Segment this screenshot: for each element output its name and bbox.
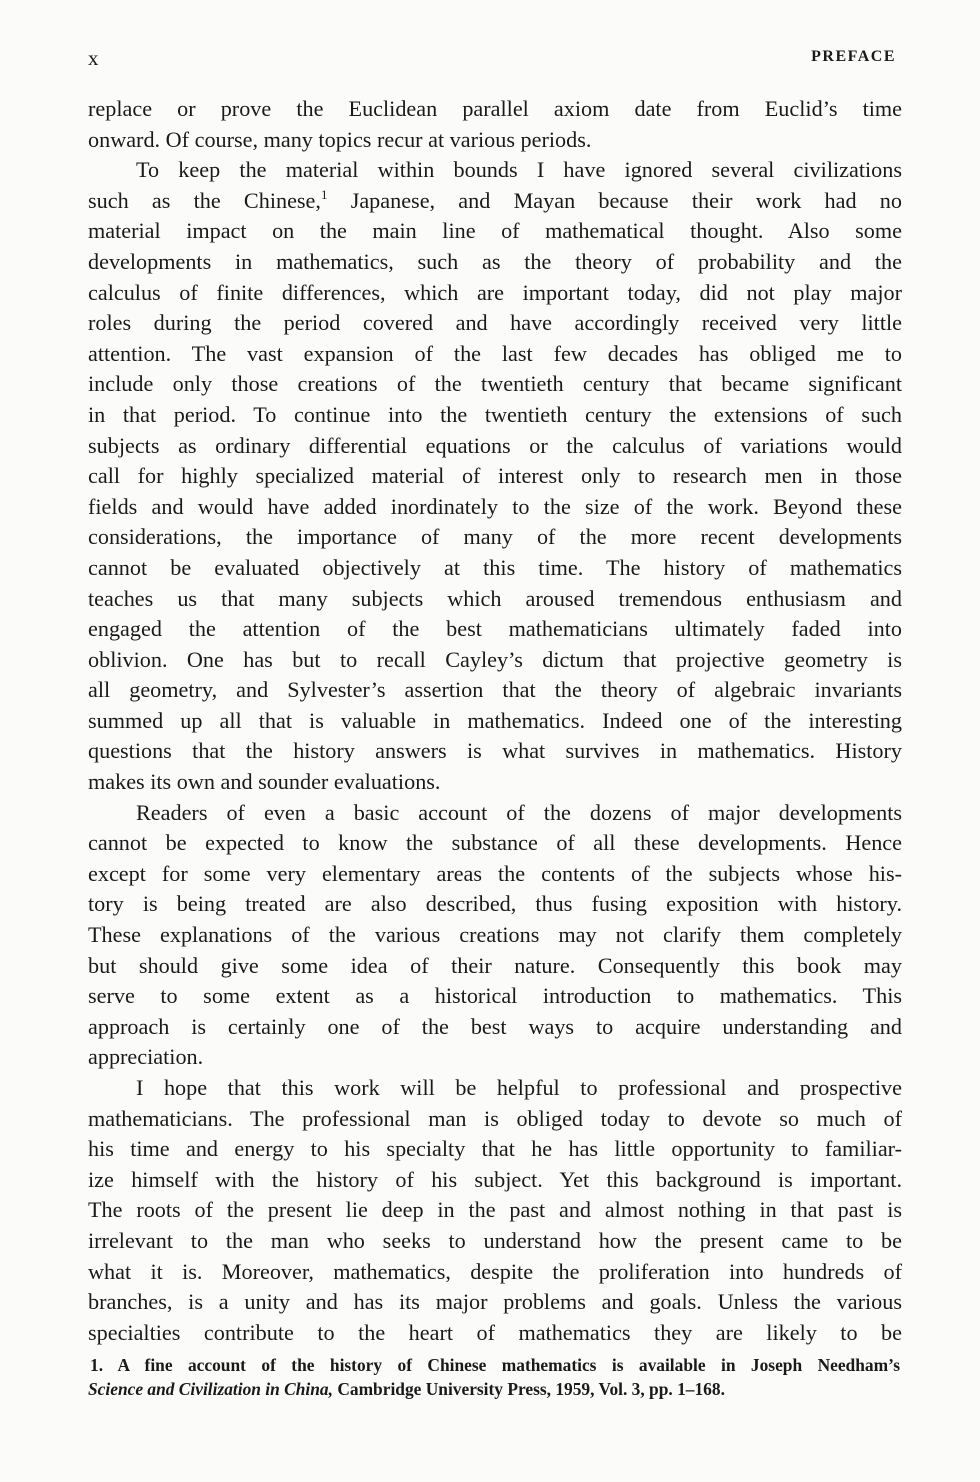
cited-book-title: Science and Civilization in China, bbox=[88, 1379, 333, 1399]
text-line: specialties contribute to the heart of mathematics they are likely to be bbox=[88, 1319, 902, 1345]
text-line: material impact on the main line of mathematical thought. Also some bbox=[88, 218, 902, 244]
footnote-citation: Cambridge University Press, 1959, Vol. 3, pp. 1–168. bbox=[332, 1379, 725, 1399]
text-line: ize himself with the history of his subject. Yet this background is important. bbox=[88, 1166, 902, 1192]
text-line: appreciation. bbox=[88, 1044, 204, 1070]
footnote-line: 1. A fine account of the history of Chinese mathematics is available in Joseph Needham’s bbox=[90, 1355, 900, 1375]
text-line: cannot be evaluated objectively at this time. The history of mathematics bbox=[88, 554, 902, 580]
text-line: roles during the period covered and have accordingly received very little bbox=[88, 310, 902, 336]
text-line: onward. Of course, many topics recur at various periods. bbox=[88, 126, 592, 152]
text-line: fields and would have added inordinately to the size of the work. Beyond these bbox=[88, 493, 902, 519]
text-line: considerations, the importance of many of the more recent developments bbox=[88, 524, 902, 550]
footnote-reference: 1 bbox=[320, 186, 328, 202]
footnote-line bbox=[88, 1377, 900, 1401]
text-line: developments in mathematics, such as the theory of probability and the bbox=[88, 248, 902, 274]
paragraph-first-line: I hope that this work will be helpful to professional and prospective bbox=[136, 1075, 902, 1100]
text-line: mathematicians. The professional man is obliged today to devote so much of bbox=[88, 1105, 902, 1131]
text-line: call for highly specialized material of interest only to research men in those bbox=[88, 463, 902, 489]
text-line: engaged the attention of the best mathematicians ultimately faded into bbox=[88, 616, 902, 642]
text-fragment: such as the Chinese, bbox=[88, 187, 321, 213]
text-line: teaches us that many subjects which aroused tremendous enthusiasm and bbox=[88, 585, 902, 611]
paragraph-first-line: To keep the material within bounds I have ignored several civilizations bbox=[136, 157, 902, 183]
text-line: These explanations of the various creations may not clarify them completely bbox=[88, 922, 902, 948]
page-header bbox=[88, 46, 896, 76]
running-head: PREFACE bbox=[811, 48, 896, 65]
text-line: The roots of the present lie deep in the past and almost nothing in that past is bbox=[88, 1197, 902, 1223]
text-line: what it is. Moreover, mathematics, despite the proliferation into hundreds of bbox=[88, 1258, 902, 1284]
text-line: but should give some idea of their nature. Consequently this book may bbox=[88, 952, 902, 978]
text-line: approach is certainly one of the best ways to acquire understanding and bbox=[88, 1013, 902, 1039]
text-line: except for some very elementary areas the contents of the subjects whose his- bbox=[88, 860, 902, 886]
text-line: his time and energy to his specialty that he has little opportunity to familiar- bbox=[88, 1136, 902, 1162]
text-fragment: Japanese, and Mayan because their work had no bbox=[327, 187, 902, 213]
text-line: irrelevant to the man who seeks to understand how the present came to be bbox=[88, 1227, 902, 1253]
footnote bbox=[88, 1353, 900, 1401]
text-line: include only those creations of the twentieth century that became significant bbox=[88, 371, 902, 397]
text-line: subjects as ordinary differential equations or the calculus of variations would bbox=[88, 432, 902, 458]
text-line: tory is being treated are also described, thus fusing exposition with history. bbox=[88, 891, 902, 917]
text-line: branches, is a unity and has its major problems and goals. Unless the various bbox=[88, 1289, 902, 1315]
text-line: calculus of finite differences, which are important today, did not play major bbox=[88, 279, 902, 305]
text-line: cannot be expected to know the substance of all these developments. Hence bbox=[88, 830, 902, 856]
text-line: attention. The vast expansion of the last few decades has obliged me to bbox=[88, 340, 902, 366]
page-number: x bbox=[88, 46, 100, 70]
text-line: summed up all that is valuable in mathematics. Indeed one of the interesting bbox=[88, 707, 902, 733]
text-line: makes its own and sounder evaluations. bbox=[88, 769, 441, 795]
body-text bbox=[88, 94, 902, 1348]
text-line bbox=[88, 186, 902, 217]
text-line: questions that the history answers is what survives in mathematics. History bbox=[88, 738, 902, 764]
text-line: serve to some extent as a historical introduction to mathematics. This bbox=[88, 983, 902, 1009]
text-line: all geometry, and Sylvester’s assertion that the theory of algebraic invariants bbox=[88, 677, 902, 703]
text-line: in that period. To continue into the twentieth century the extensions of such bbox=[88, 401, 902, 427]
text-line: oblivion. One has but to recall Cayley’s dictum that projective geometry is bbox=[88, 646, 902, 672]
text-line: replace or prove the Euclidean parallel axiom date from Euclid’s time bbox=[88, 96, 902, 121]
paragraph-first-line: Readers of even a basic account of the dozens of major developments bbox=[136, 799, 902, 825]
